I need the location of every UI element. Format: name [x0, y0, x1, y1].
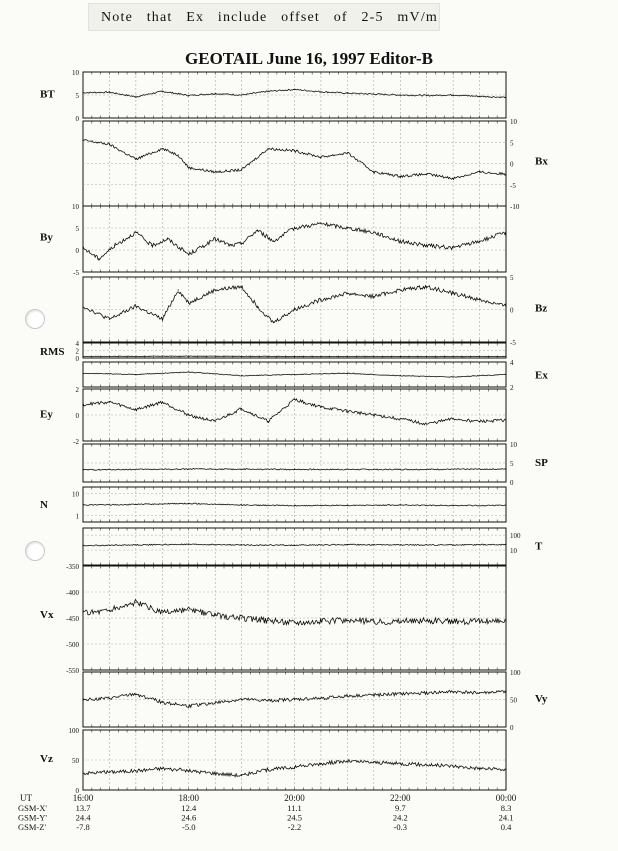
data-point [82, 356, 83, 357]
position-value: -5.0 [182, 822, 196, 832]
data-point [505, 544, 506, 545]
y-tick-label: -10 [510, 203, 520, 211]
data-point [215, 615, 216, 616]
data-point [373, 414, 374, 415]
data-point [241, 699, 242, 700]
data-point [505, 174, 506, 175]
data-point [109, 319, 110, 320]
data-point [188, 468, 189, 469]
data-point [347, 411, 348, 412]
y-tick-label: 5 [510, 460, 514, 468]
data-point [505, 769, 506, 770]
y-tick-label: -500 [66, 641, 79, 649]
data-point [135, 409, 136, 410]
y-tick-label: -5 [73, 269, 79, 277]
data-point [400, 289, 401, 290]
chart-title: GEOTAIL June 16, 1997 Editor-B [185, 49, 433, 68]
position-value: -0.3 [393, 822, 407, 832]
data-point [347, 93, 348, 94]
data-point [294, 399, 295, 400]
position-label: GSM-Y' [18, 812, 47, 823]
y-tick-label: 0 [75, 787, 79, 795]
data-point [188, 414, 189, 415]
data-point [241, 243, 242, 244]
position-value: 24.2 [392, 812, 408, 823]
data-point [347, 696, 348, 697]
data-point [505, 306, 506, 307]
data-point [162, 148, 163, 149]
data-point [82, 504, 83, 505]
x-axis-label: UT [20, 793, 32, 803]
data-point [257, 306, 258, 307]
data-point [82, 612, 83, 613]
data-point [267, 148, 268, 149]
panel-label-vx: Vx [40, 608, 54, 621]
x-tick-label: 00:00 [495, 793, 517, 803]
data-point [373, 621, 374, 622]
data-point [82, 469, 83, 470]
position-value: 24.5 [287, 812, 302, 823]
y-tick-label: 0 [75, 247, 79, 255]
data-point [320, 157, 321, 158]
data-point [241, 94, 242, 95]
data-point [135, 504, 136, 505]
panel-label-vz: Vz [40, 753, 53, 765]
data-point [162, 401, 163, 402]
position-value: 9.7 [394, 803, 406, 813]
data-point [479, 96, 480, 97]
position-value: -2.2 [287, 822, 302, 832]
y-tick-label: 0 [75, 355, 79, 363]
data-point [320, 223, 321, 224]
data-point [267, 421, 268, 422]
data-point [82, 140, 83, 141]
data-point [188, 770, 189, 771]
data-point [82, 545, 83, 546]
panel-label-bt: BT [40, 88, 55, 101]
position-value: -7.8 [76, 822, 90, 832]
data-point [505, 420, 506, 421]
data-point [347, 293, 348, 294]
position-value: 0.4 [500, 822, 512, 832]
y-tick-label: -2 [73, 438, 79, 446]
data-point [479, 241, 480, 242]
data-point [505, 374, 506, 375]
data-point [273, 241, 274, 242]
data-point [294, 150, 295, 151]
data-point [294, 356, 295, 357]
data-point [400, 763, 401, 764]
data-point [505, 468, 506, 469]
data-point [453, 691, 454, 692]
y-tick-label: 10 [72, 69, 79, 77]
x-tick-label: 22:00 [389, 793, 411, 803]
y-tick-label: -5 [510, 339, 516, 347]
panel-label-vy: Vy [535, 692, 548, 705]
data-point [162, 612, 163, 613]
data-point [188, 706, 189, 707]
data-point [479, 421, 480, 422]
data-point [347, 373, 348, 374]
data-point [109, 92, 110, 93]
data-point [267, 91, 268, 92]
data-point [294, 309, 295, 310]
data-point [82, 373, 83, 374]
data-point [479, 692, 480, 693]
data-point [347, 505, 348, 506]
data-point [109, 144, 110, 145]
data-point [347, 761, 348, 762]
position-value: 24.6 [181, 812, 197, 823]
data-point [188, 610, 189, 611]
data-point [373, 93, 374, 94]
y-tick-label: 2 [510, 384, 514, 392]
data-point [294, 699, 295, 700]
panel-label-ey: Ey [40, 408, 53, 421]
x-tick-label: 18:00 [178, 793, 200, 803]
data-point [426, 620, 427, 621]
data-point [294, 89, 295, 90]
position-value: 8.3 [500, 803, 512, 813]
data-point [109, 698, 110, 699]
data-point [294, 227, 295, 228]
data-point [320, 621, 321, 622]
y-tick-label: 5 [510, 274, 514, 282]
data-point [479, 171, 480, 172]
data-point [98, 258, 99, 259]
panel-label-ex: Ex [535, 369, 548, 382]
data-point [135, 159, 136, 160]
data-point [135, 96, 136, 97]
y-tick-label: 5 [75, 92, 79, 100]
data-point [241, 544, 242, 545]
data-point [178, 289, 179, 290]
data-point [135, 232, 136, 233]
data-point [215, 702, 216, 703]
data-point [505, 505, 506, 506]
data-point [453, 621, 454, 622]
data-point [400, 621, 401, 622]
data-point [400, 356, 401, 357]
data-point [215, 421, 216, 422]
y-tick-label: 2 [75, 347, 79, 356]
data-point [241, 169, 242, 170]
panel-label-n: N [40, 498, 48, 511]
data-point [273, 322, 274, 323]
y-tick-label: -350 [66, 563, 79, 571]
data-point [426, 424, 427, 425]
data-point [188, 95, 189, 96]
y-tick-label: 1 [75, 512, 79, 521]
data-point [400, 94, 401, 95]
y-tick-label: 4 [510, 359, 514, 367]
data-point [162, 91, 163, 92]
data-point [453, 94, 454, 95]
data-point [426, 764, 427, 765]
data-point [294, 545, 295, 546]
y-tick-label: 5 [510, 139, 514, 148]
data-point [109, 401, 110, 402]
data-point [188, 254, 189, 255]
data-point [188, 356, 189, 357]
y-tick-label: 0 [510, 306, 514, 315]
data-point [426, 174, 427, 175]
y-tick-label: 50 [72, 757, 79, 765]
data-point [373, 296, 374, 297]
y-tick-label: 100 [510, 532, 521, 541]
data-point [188, 302, 189, 303]
data-point [82, 773, 83, 774]
y-tick-label: 10 [72, 490, 79, 499]
y-tick-label: -550 [66, 667, 79, 675]
data-point [215, 238, 216, 239]
data-point [215, 93, 216, 94]
y-tick-label: 2 [75, 386, 79, 394]
panel-label-t: T [535, 540, 543, 553]
data-point [188, 167, 189, 168]
data-point [151, 245, 152, 246]
data-point [505, 691, 506, 692]
data-point [294, 469, 295, 470]
data-point [505, 621, 506, 622]
position-value: 11.1 [287, 803, 302, 813]
data-point [400, 469, 401, 470]
data-point [453, 544, 454, 545]
data-point [373, 171, 374, 172]
data-point [320, 698, 321, 699]
data-point [505, 232, 506, 233]
data-point [82, 699, 83, 700]
data-point [479, 299, 480, 300]
data-point [215, 171, 216, 172]
data-point [162, 768, 163, 769]
data-point [241, 375, 242, 376]
data-point [230, 245, 231, 246]
panel-label-rms: RMS [40, 345, 65, 358]
data-point [215, 773, 216, 774]
data-point [400, 418, 401, 419]
data-point [188, 371, 189, 372]
data-point [82, 92, 83, 93]
data-point [267, 700, 268, 701]
x-tick-label: 16:00 [72, 793, 94, 803]
data-point [400, 544, 401, 545]
data-point [267, 620, 268, 621]
data-point [453, 178, 454, 179]
data-point [400, 693, 401, 694]
y-tick-label: 4 [75, 340, 79, 348]
panel-label-by: By [40, 231, 53, 244]
y-tick-label: 10 [510, 441, 517, 449]
data-point [373, 695, 374, 696]
data-point [162, 319, 163, 320]
data-point [453, 505, 454, 506]
position-value: 12.4 [181, 803, 197, 813]
y-tick-label: 0 [510, 479, 514, 487]
data-point [178, 154, 179, 155]
y-tick-label: 10 [72, 203, 79, 211]
y-tick-label: 0 [75, 412, 79, 420]
data-point [82, 404, 83, 405]
data-point [215, 289, 216, 290]
data-point [400, 504, 401, 505]
y-tick-label: 100 [68, 727, 79, 735]
data-point [426, 95, 427, 96]
data-point [109, 771, 110, 772]
data-point [479, 768, 480, 769]
x-tick-label: 20:00 [284, 793, 305, 803]
y-tick-label: -400 [66, 589, 79, 597]
data-point [267, 769, 268, 770]
data-point [453, 376, 454, 377]
data-point [257, 230, 258, 231]
data-point [135, 374, 136, 375]
data-point [320, 91, 321, 92]
data-point [320, 407, 321, 408]
position-value: 24.4 [75, 812, 91, 823]
data-point [505, 97, 506, 98]
data-point [294, 505, 295, 506]
data-point [82, 247, 83, 248]
position-value: 24.1 [498, 812, 514, 823]
y-tick-label: -5 [510, 181, 516, 190]
data-point [400, 176, 401, 177]
data-point [453, 418, 454, 419]
data-point [135, 306, 136, 307]
data-point [162, 702, 163, 703]
data-point [109, 610, 110, 611]
y-tick-label: 10 [510, 118, 517, 126]
data-point [426, 286, 427, 287]
data-point [426, 245, 427, 246]
position-label: GSM-Z' [18, 822, 46, 832]
data-point [400, 375, 401, 376]
data-point [373, 232, 374, 233]
data-point [347, 227, 348, 228]
panel-label-bz: Bz [535, 302, 548, 315]
position-label: GSM-X' [18, 803, 47, 813]
y-tick-label: 10 [510, 547, 517, 556]
data-point [241, 504, 242, 505]
data-point [241, 408, 242, 409]
y-tick-label: 0 [510, 724, 514, 732]
data-point [135, 770, 136, 771]
data-point [453, 765, 454, 766]
note-text: Note that Ex include offset of 2-5 mV/m [101, 10, 438, 25]
y-tick-label: 100 [510, 669, 521, 677]
data-point [347, 152, 348, 153]
y-tick-label: 50 [510, 696, 517, 705]
data-point [347, 544, 348, 545]
data-point [294, 767, 295, 768]
data-point [294, 374, 295, 375]
data-point [241, 617, 242, 618]
y-tick-label: 5 [75, 225, 79, 233]
data-point [114, 245, 115, 246]
data-point [400, 241, 401, 242]
data-point [294, 622, 295, 623]
data-point [135, 544, 136, 545]
data-point [320, 763, 321, 764]
series-line-bz [83, 286, 506, 323]
position-value: 13.7 [75, 803, 91, 813]
y-tick-label: -450 [66, 615, 79, 623]
data-point [373, 762, 374, 763]
y-tick-label: 0 [510, 160, 514, 169]
data-point [479, 621, 480, 622]
data-point [188, 544, 189, 545]
data-point [505, 356, 506, 357]
data-point [241, 775, 242, 776]
panel-label-sp: SP [535, 457, 548, 470]
data-point [167, 238, 168, 239]
data-point [82, 306, 83, 307]
data-point [426, 692, 427, 693]
data-point [347, 620, 348, 621]
data-point [453, 247, 454, 248]
data-point [320, 299, 321, 300]
y-tick-label: 0 [75, 115, 79, 123]
panel-label-bx: Bx [535, 155, 548, 168]
data-point [135, 602, 136, 603]
data-point [453, 293, 454, 294]
data-point [188, 503, 189, 504]
data-point [135, 693, 136, 694]
data-point [241, 286, 242, 287]
